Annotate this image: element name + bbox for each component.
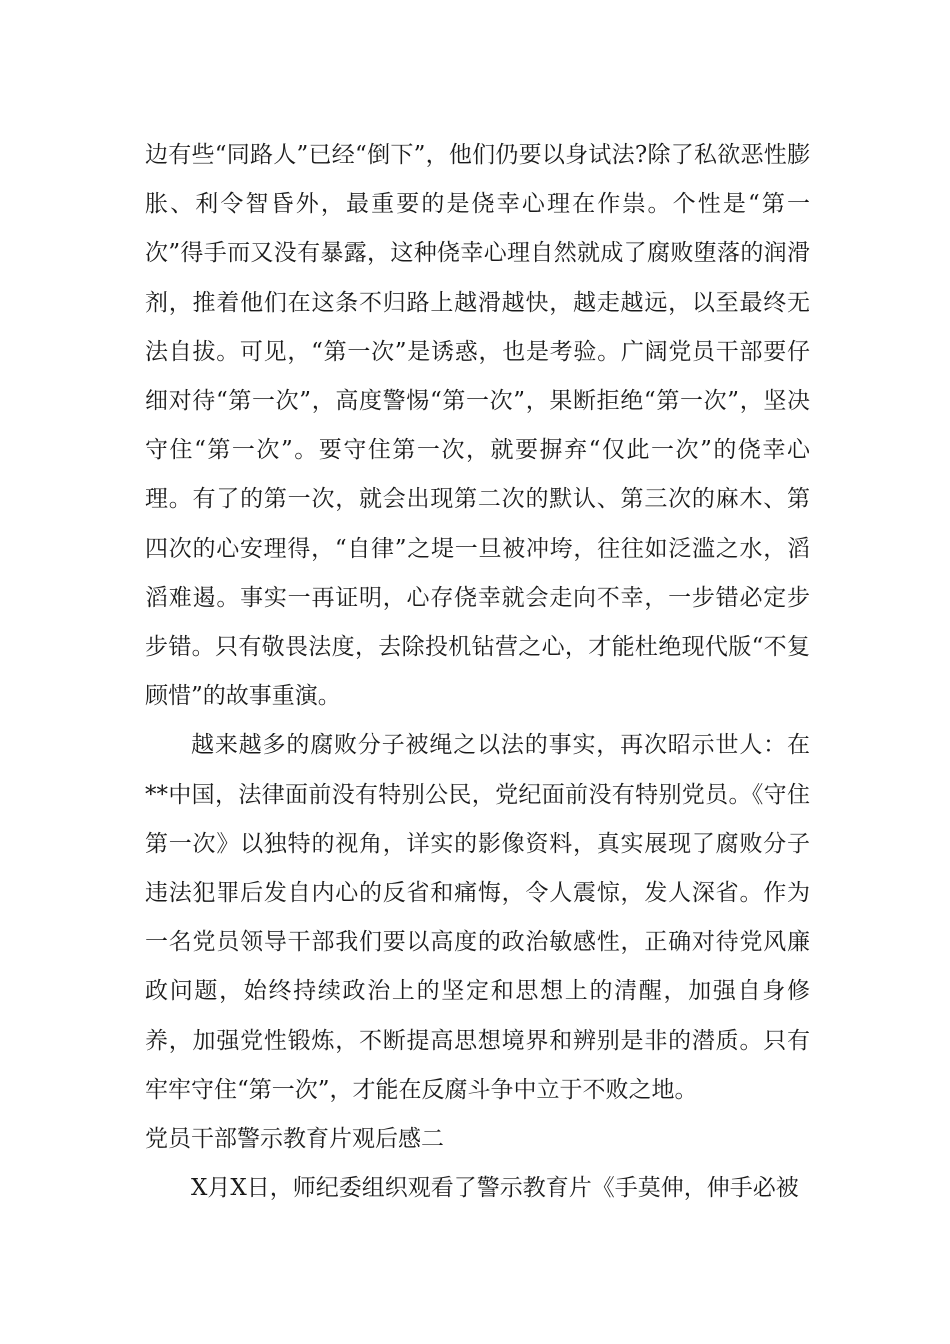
paragraph-second-essay-start: X月X日，师纪委组织观看了警示教育片《手莫伸，伸手必被 xyxy=(191,1175,799,1202)
paragraph-continued: 边有些“同路人”已经“倒下”，他们仍要以身试法?除了私欲恶性膨胀、利令智昏外，最重要的是侥幸心理在作祟。个性是“第一次”得手而又没有暴露，这种侥幸心理自然就成了腐败堕落的润滑剂，推着他们在这条不归路上越滑越快，越走越远，以至最终无法自拔。可见，“第一次”是诱惑，也是考验。广阔党员干部要仔细对待“第一次”，高度警惕“第一次”，果断拒绝“第一次”，坚决守住“第一次”。要守住第一次，就要摒弃“仅此一次”的侥幸心理。有了的第一次，就会出现第二次的默认、第三次的麻木、第四次的心安理得，“自律”之堤一旦被冲垮，往往如泛滥之水，滔滔难遏。事实一再证明，心存侥幸就会走向不幸，一步错必定步步错。只有敬畏法度，去除投机钻营之心，才能杜绝现代版“不复顾惜”的故事重演。 xyxy=(145,142,810,710)
section-heading: 党员干部警示教育片观后感二 xyxy=(145,1126,444,1153)
paragraph-conclusion: 越来越多的腐败分子被绳之以法的事实，再次昭示世人：在**中国，法律面前没有特别公民，党纪面前没有特别党员。《守住第一次》以独特的视角，详实的影像资料，真实展现了腐败分子违法犯罪后发自内心的反省和痛悔，令人震惊，发人深省。作为一名党员领导干部我们要以高度的政治敏感性，正确对待党风廉政问题，始终持续政治上的坚定和思想上的清醒，加强自身修养，加强党性锻炼，不断提高思想境界和辨别是非的潜质。只有牢牢守住“第一次”，才能在反腐斗争中立于不败之地。 xyxy=(145,732,810,1103)
document-body xyxy=(145,131,810,1213)
